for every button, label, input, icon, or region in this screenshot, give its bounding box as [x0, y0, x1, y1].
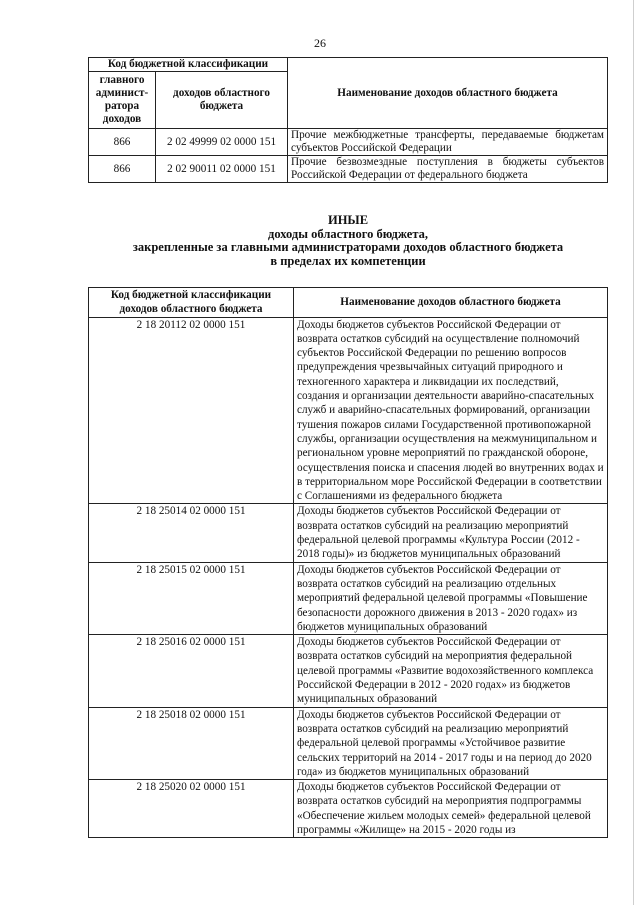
table-row	[89, 317, 608, 504]
table-row	[89, 635, 608, 707]
table-row	[89, 156, 608, 183]
cell-code: 2 18 20112 02 0000 151	[89, 317, 294, 504]
section-title: ИНЫЕ	[327, 213, 369, 227]
table-row	[89, 780, 608, 838]
section-heading	[88, 214, 608, 268]
cell-code: 2 02 49999 02 0000 151	[156, 129, 288, 156]
cell-code: 2 18 25020 02 0000 151	[89, 780, 294, 838]
table-row	[89, 129, 608, 156]
other-revenues-table	[88, 287, 608, 838]
header-code-group: Код бюджетной классификации	[89, 58, 288, 72]
cell-name: Доходы бюджетов субъектов Российской Федерации от возврата остатков субсидий на мероприятия подпрограммы «Обеспечение жильем молодых семей» федеральной целевой программы «Жилище» на 2015 - 2020 годы из	[294, 780, 608, 838]
cell-name: Доходы бюджетов субъектов Российской Федерации от возврата остатков субсидий на осуществление полномочий субъектов Российской Федерации по решению вопросов предупреждения чрезвычайных ситуаций природного и техногенного характера и ликвидации их последствий, создания и организации деятельности аварийно-спасательных служб и аварийно-спасательных формирований, организации тушения пожаров силами Государственной противопожарной службы, организации осуществления на межмуниципальном и региональном уровне мероприятий по гражданской обороне, осуществления поиска и спасения людей во внутренних водах и в территориальном море Российской Федерации в соответствии с Соглашениями из федерального бюджета	[294, 317, 608, 504]
header-income-code: доходов областного бюджета	[156, 72, 288, 129]
table-row	[89, 707, 608, 779]
cell-admin: 866	[89, 129, 156, 156]
header-name: Наименование доходов областного бюджета	[294, 288, 608, 318]
header-admin: главного админист- ратора доходов	[89, 72, 156, 129]
table-row	[89, 504, 608, 562]
cell-code: 2 18 25018 02 0000 151	[89, 707, 294, 779]
table-row	[89, 562, 608, 634]
section-subtitle-1: доходы областного бюджета,	[268, 226, 428, 241]
cell-name: Прочие безвозмездные поступления в бюджеты субъектов Российской Федерации от федерального бюджета	[288, 156, 608, 183]
cell-name: Доходы бюджетов субъектов Российской Федерации от возврата остатков субсидий на мероприятия федеральной целевой программы «Развитие водохозяйственного комплекса Российской Федерации в 2012 - 2020 годах» из бюджетов муниципальных образований	[294, 635, 608, 707]
cell-code: 2 02 90011 02 0000 151	[156, 156, 288, 183]
cell-code: 2 18 25015 02 0000 151	[89, 562, 294, 634]
cell-name: Доходы бюджетов субъектов Российской Федерации от возврата остатков субсидий на реализацию мероприятий федеральной целевой программы «Культура России (2012 - 2018 годы)» из бюджетов муниципальных образований	[294, 504, 608, 562]
cell-code: 2 18 25016 02 0000 151	[89, 635, 294, 707]
cell-code: 2 18 25014 02 0000 151	[89, 504, 294, 562]
cell-name: Прочие межбюджетные трансферты, передаваемые бюджетам субъектов Российской Федерации	[288, 129, 608, 156]
section-subtitle-2: закрепленные за главными администраторами доходов областного бюджета	[132, 240, 564, 254]
header-code: Код бюджетной классификации доходов областного бюджета	[89, 288, 294, 318]
revenue-codes-table	[88, 57, 608, 183]
cell-name: Доходы бюджетов субъектов Российской Федерации от возврата остатков субсидий на реализацию отдельных мероприятий федеральной целевой программы «Повышение безопасности дорожного движения в 2013 - 2020 годах» из бюджетов муниципальных образований	[294, 562, 608, 634]
section-subtitle-3: в пределах их компетенции	[270, 253, 426, 268]
page-number: 26	[314, 36, 326, 50]
header-name: Наименование доходов областного бюджета	[288, 58, 608, 129]
cell-name: Доходы бюджетов субъектов Российской Федерации от возврата остатков субсидий на реализацию мероприятий федеральной целевой программы «Устойчивое развитие сельских территорий на 2014 - 2017 годы и на период до 2020 года» из бюджетов муниципальных образований	[294, 707, 608, 779]
scan-edge-line	[633, 0, 634, 905]
cell-admin: 866	[89, 156, 156, 183]
